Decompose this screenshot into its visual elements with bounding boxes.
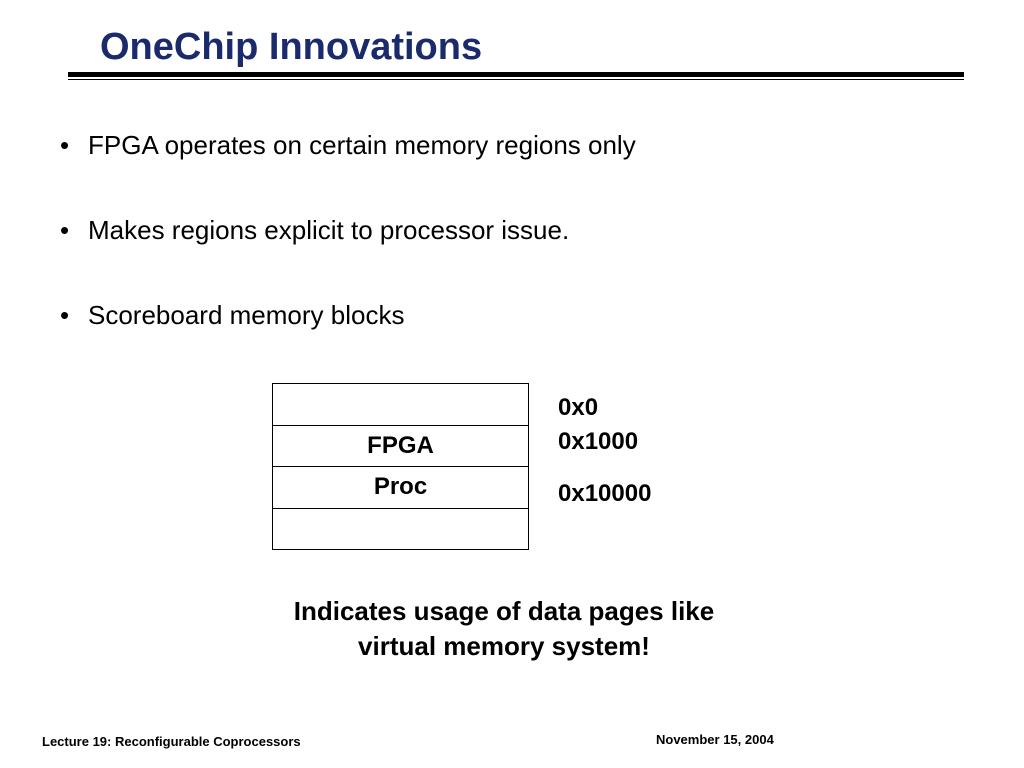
bullet-item — [60, 298, 404, 332]
summary-note-line: virtual memory system! — [358, 631, 650, 661]
bullet-dot: • — [60, 215, 70, 245]
bullet-item — [60, 213, 569, 247]
slide-title: OneChip Innovations — [100, 26, 483, 68]
address-label: 0x0 — [558, 394, 599, 421]
title-underline-thin — [68, 79, 964, 80]
address-label: 0x1000 — [558, 428, 639, 455]
memory-region-proc: Proc — [273, 467, 529, 509]
summary-note-line: Indicates usage of data pages like — [293, 596, 715, 626]
memory-map-table — [272, 383, 529, 550]
bullet-item — [60, 128, 636, 162]
bullet-dot: • — [60, 130, 70, 160]
title-underline-thick — [68, 72, 964, 77]
footer-lecture-title: Lecture 19: Reconfigurable Coprocessors — [42, 734, 301, 749]
bullet-text: Scoreboard memory blocks — [88, 300, 405, 330]
memory-region-empty-top — [273, 384, 529, 426]
memory-region-fpga: FPGA — [273, 425, 529, 467]
address-label: 0x10000 — [558, 480, 652, 507]
bullet-text: FPGA operates on certain memory regions only — [88, 130, 636, 160]
footer-date: November 15, 2004 — [656, 732, 774, 747]
memory-region-empty-bottom — [273, 508, 529, 550]
summary-note — [254, 594, 754, 664]
bullet-dot: • — [60, 300, 70, 330]
bullet-text: Makes regions explicit to processor issue. — [88, 215, 570, 245]
